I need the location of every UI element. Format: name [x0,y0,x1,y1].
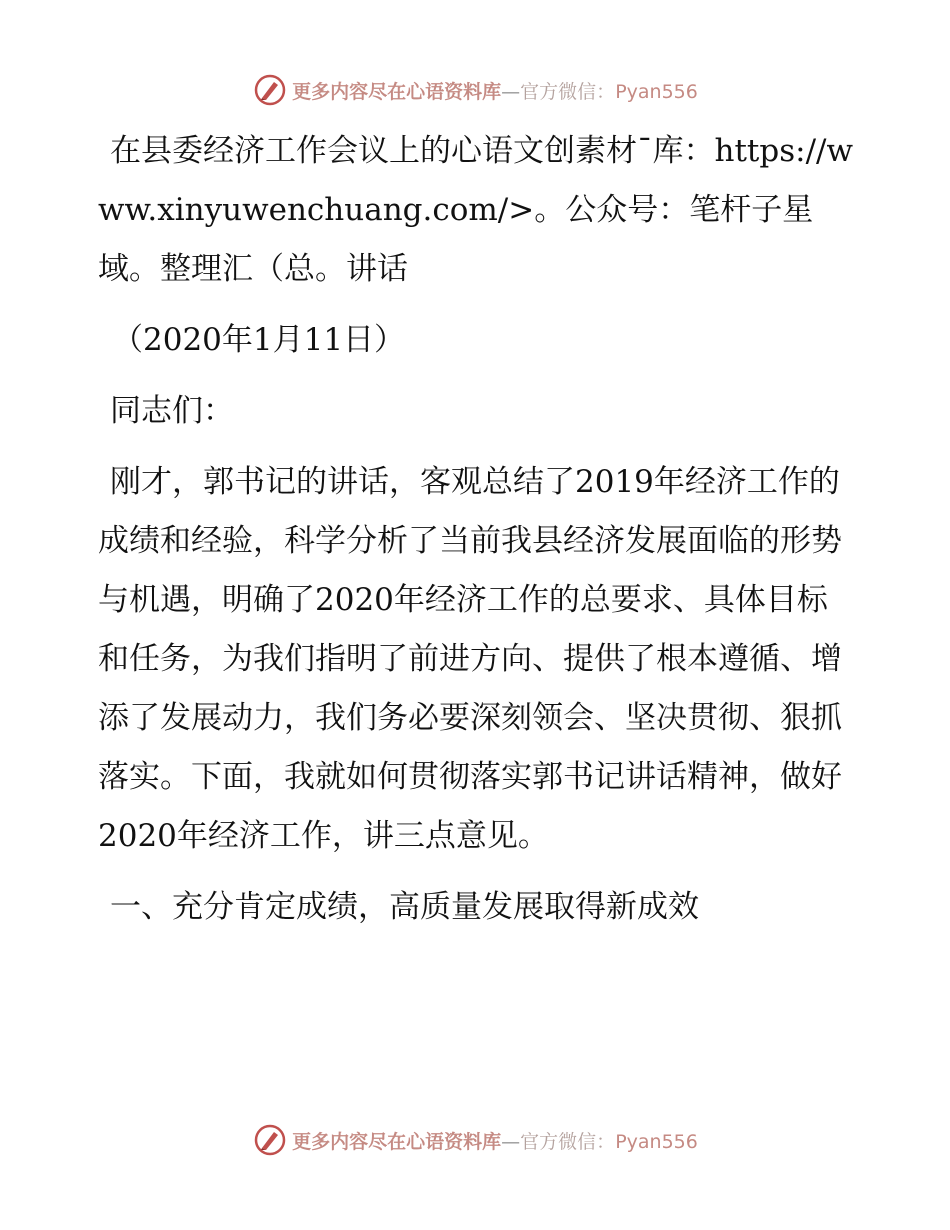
document-body [98,122,858,937]
watermark-text: 更多内容尽在心语资料库—官方微信：Pyan556 [292,1130,698,1153]
document-paragraph: 刚才，郭书记的讲话，客观总结了2019年经济工作的成绩和经验，科学分析了当前我县经济发展面临的形势与机遇，明确了2020年经济工作的总要求、具体目标和任务，为我们指明了前进方向、提供了根本遵循、增添了发展动力，我们务必要深刻领会、坚决贯彻、狠抓落实。下面，我就如何贯彻落实郭书记讲话精神，做好2020年经济工作，讲三点意见。 [98,464,842,854]
document-greeting: 同志们： [110,393,234,429]
watermark-footer [0,1122,950,1158]
quill-pen-circle-icon [252,72,288,108]
quill-pen-circle-icon [252,1122,288,1158]
watermark-text: 更多内容尽在心语资料库—官方微信：Pyan556 [292,80,698,103]
document-title: 在县委经济工作会议上的心语文创素材¯库：https://www.xinyuwenchuang.com/>。公众号：笔杆子星域。整理汇（总。讲话 [98,133,853,287]
section-heading: 一、充分肯定成绩，高质量发展取得新成效 [110,889,699,925]
watermark-header [0,72,950,108]
document-date: （2020年1月11日） [112,322,406,358]
